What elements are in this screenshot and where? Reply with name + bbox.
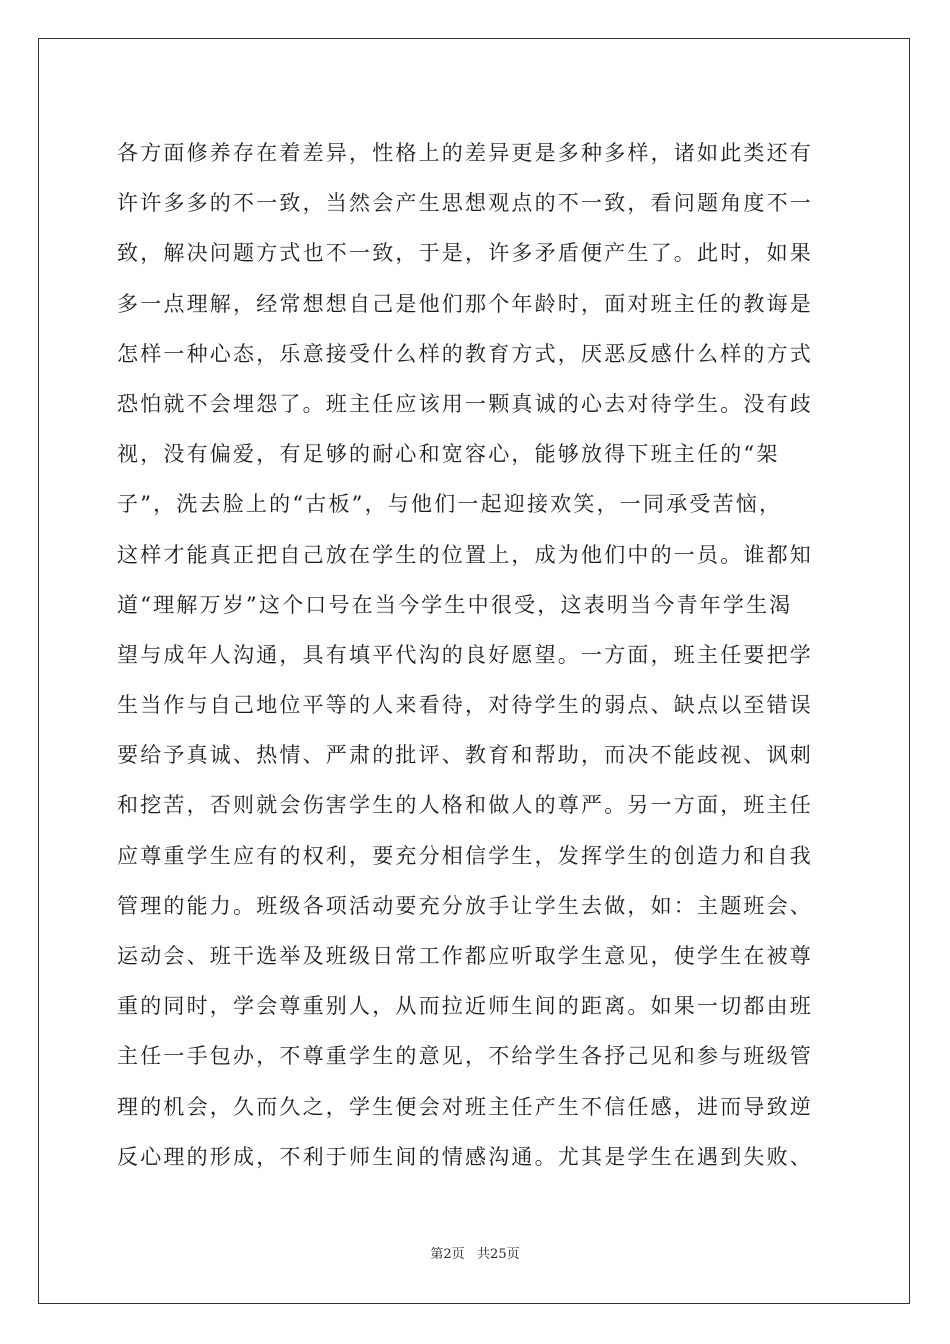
text-line-17: 运动会、班干选举及班级日常工作都应听取学生意见，使学生在被尊	[117, 944, 813, 968]
text-line-10: 道“理解万岁”这个口号在当今学生中很受，这表明当今青年学生渴	[117, 592, 793, 617]
text-line-15: 应尊重学生应有的权利，要充分相信学生，发挥学生的创造力和自我	[117, 843, 813, 868]
text-line-2: 许许多多的不一致，当然会产生思想观点的不一致，看问题角度不一	[117, 191, 813, 216]
text-line-11: 望与成年人沟通，具有填平代沟的良好愿望。一方面，班主任要把学	[117, 642, 813, 667]
text-line-4: 多一点理解，经常想想自己是他们那个年龄时，面对班主任的教诲是	[117, 291, 813, 316]
text-line-6: 恐怕就不会埋怨了。班主任应该用一颗真诚的心去对待学生。没有歧	[117, 391, 813, 416]
text-line-14: 和挖苦，否则就会伤害学生的人格和做人的尊严。另一方面，班主任	[117, 793, 813, 818]
text-line-18: 重的同时，学会尊重别人，从而拉近师生间的距离。如果一切都由班	[117, 994, 813, 1019]
text-line-7: 视，没有偏爱，有足够的耐心和宽容心，能够放得下班主任的“架	[117, 442, 780, 467]
text-line-21: 反心理的形成，不利于师生间的情感沟通。尤其是学生在遇到失败、	[117, 1144, 813, 1169]
text-line-1: 各方面修养存在着差异，性格上的差异更是多种多样，诸如此类还有	[117, 141, 813, 165]
text-line-13: 要给予真诚、热情、严肃的批评、教育和帮助，而决不能歧视、讽刺	[117, 743, 813, 768]
text-line-12: 生当作与自己地位平等的人来看待，对待学生的弱点、缺点以至错误	[117, 693, 813, 718]
text-line-9: 这样才能真正把自己放在学生的位置上，成为他们中的一员。谁都知	[117, 542, 813, 567]
body-text	[117, 128, 837, 1182]
text-line-19: 主任一手包办，不尊重学生的意见，不给学生各抒己见和参与班级管	[117, 1044, 813, 1069]
page-number: 第2页 共25页	[430, 1247, 520, 1262]
text-line-5: 怎样一种心态，乐意接受什么样的教育方式，厌恶反感什么样的方式	[117, 341, 813, 366]
text-line-8: 子”，洗去脸上的“古板”，与他们一起迎接欢笑，一同承受苦恼，	[117, 492, 783, 517]
text-line-3: 致，解决问题方式也不一致，于是，许多矛盾便产生了。此时，如果	[117, 241, 813, 266]
text-line-16: 管理的能力。班级各项活动要充分放手让学生去做，如：主题班会、	[117, 893, 813, 918]
text-line-20: 理的机会，久而久之，学生便会对班主任产生不信任感，进而导致逆	[117, 1094, 813, 1119]
